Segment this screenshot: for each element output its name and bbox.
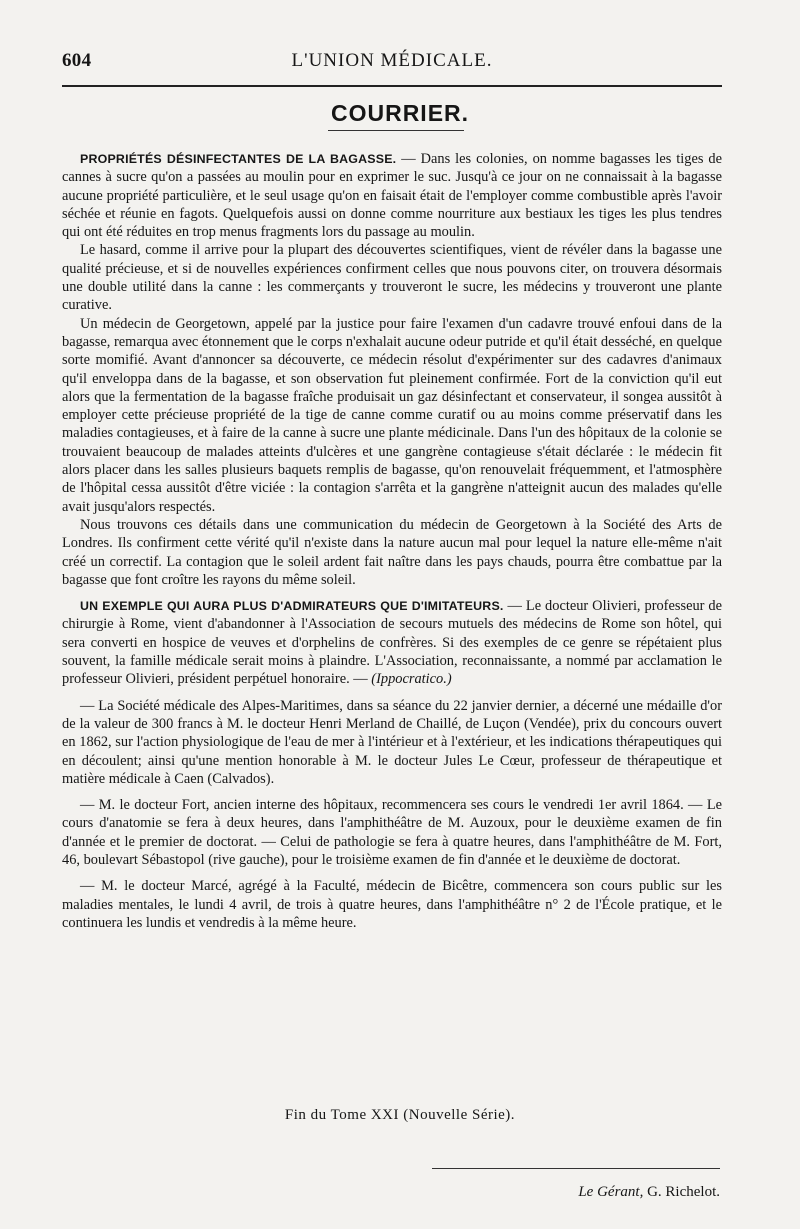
notice-paragraph: — M. le docteur Fort, ancien interne des hôpitaux, recommencera ses cours le vendredi 1er avril 1864. — Le cours d'anatomie se fera à deux heures, dans l'amphithéâtre de M. Auzoux, pour le deuxième examen de fin d'année et le premier de doctorat. — Celui de pathologie se fera à quatre heures, dans l'amphithéâtre de M. Fort, 46, boulevart Sébastopol (rive gauche), pour le troisième examen de fin d'année et le deuxième de doctorat. bbox=[62, 797, 722, 868]
paragraph: Un médecin de Georgetown, appelé par la justice pour faire l'examen d'un cadavre trouvé enfoui dans de la bagasse, remarqua avec étonnement que le corps n'exhalait aucune odeur putride et qu'il était desséché, en quelque sorte momifié. Avant d'annoncer sa découverte, ce médecin résolut d'expérimenter sur des cadavres d'animaux qu'il enveloppa dans de la bagasse, et son observation fut pleinement confirmée. Fort de la conviction qu'il eut alors que la fermentation de la bagasse fraîche produisait un gaz désinfectant et conservateur, il songea aussitôt à employer cette précieuse propriété de la tige de canne comme curatif ou au moins comme préservatif dans les maladies contagieuses, et à faire de la canne à sucre une plante médicinale. Dans l'un des hôpitaux de la colonie se trouvaient beaucoup de malades atteints d'ulcères et une gangrène contagieuse s'était déclarée : le médecin fit alors placer dans les salles plusieurs baquets remplis de bagasse, qu'on renouvelait fréquemment, et l'atmosphère de l'hôpital cessa aussitôt d'être viciée : la contagion s'arrêta et la gangrène n'atteignit aucun des malades qu'elle avait jusqu'alors respectés. bbox=[62, 315, 722, 515]
paragraph: Nous trouvons ces détails dans une communication du médecin de Georgetown à la Société des Arts de Londres. Ils confirment cette vérité qu'il n'existe dans la nature aucun mal pour lequel la nature elle-même n'ait créé un correctif. La contagion que le soleil ardent fait naître dans les pays chauds, pourra être combattue par la bagasse que font croître les rayons du même soleil. bbox=[62, 516, 722, 588]
end-of-volume: Fin du Tome XXI (Nouvelle Série). bbox=[284, 1107, 516, 1123]
title-rule bbox=[328, 130, 464, 131]
journal-title: L'UNION MÉDICALE. bbox=[291, 50, 493, 71]
paragraph bbox=[62, 597, 722, 688]
paragraph: Le hasard, comme il arrive pour la plupart des découvertes scientifiques, vient de révéler dans la bagasse une qualité précieuse, et si de nouvelles expériences confirment celles que nous pouvons citer, on trouvera désormais une double utilité dans la canne : les commerçants y trouveront le sucre, les médecins y trouveront une plante curative. bbox=[62, 242, 722, 314]
signature-rule bbox=[432, 1168, 720, 1169]
article-body bbox=[62, 150, 722, 932]
page-header bbox=[62, 50, 722, 72]
page-number: 604 bbox=[62, 50, 92, 71]
paragraph bbox=[62, 150, 722, 241]
source-citation: (Ippocratico.) bbox=[371, 671, 452, 688]
article-heading: PROPRIÉTÉS DÉSINFECTANTES DE LA BAGASSE. bbox=[80, 152, 397, 166]
notice-paragraph: — M. le docteur Marcé, agrégé à la Faculté, médecin de Bicêtre, commencera son cours public sur les maladies mentales, le lundi 4 avril, de trois à quatre heures, dans l'amphithéâtre n° 2 de l'École pratique, et le continuera les lundis et vendredis à la même heure. bbox=[62, 878, 722, 931]
signature-role: Le Gérant, bbox=[578, 1184, 644, 1200]
signature-name: G. Richelot. bbox=[647, 1184, 720, 1200]
section-title: COURRIER. bbox=[330, 100, 470, 126]
paragraph-text: — Dans les colonies, on nomme bagasses les tiges de cannes à sucre qu'on a passées au moulin pour en exprimer le suc. Jusqu'à ce jour on ne connaissait à la bagasse aucune propriété particulière, et le seul usage qu'on en faisait était de l'employer comme combustible après l'avoir séchée et réunie en fagots. Quelquefois aussi on donne comme nourriture aux bestiaux les tiges les plus tendres qui ont été réduites en trop menus fragments lors du passage au moulin. bbox=[62, 151, 722, 241]
notice-paragraph: — La Société médicale des Alpes-Maritimes, dans sa séance du 22 janvier dernier, a décerné une médaille d'or de la valeur de 300 francs à M. le docteur Henri Merland de Chaillé, de Luçon (Vendée), prix du concours ouvert en 1862, sur l'action physiologique de l'eau de mer à l'intérieur et à l'extérieur, et les indications thérapeutiques qui en découlent; ainsi qu'une mention honorable à M. le docteur Jules Le Cœur, professeur de thérapeutique et matière médicale à Caen (Calvados). bbox=[62, 697, 722, 787]
article-heading: UN EXEMPLE QUI AURA PLUS D'ADMIRATEURS QUE D'IMITATEURS. bbox=[80, 599, 504, 614]
header-rule bbox=[62, 85, 722, 87]
paragraph-text: — Le docteur Olivieri, professeur de chirurgie à Rome, vient d'abandonner à l'Association de secours mutuels des médecins de Rome son hôtel, qui sera converti en hospice de veuves et d'orphelins de confrères. Si des exemples de ce genre se répétaient plus souvent, la famille médicale serait moins à plaindre. L'Association, reconnaissante, a nommé par acclamation le professeur Olivieri, président perpétuel honoraire. — bbox=[62, 598, 722, 688]
signature bbox=[578, 1184, 720, 1201]
